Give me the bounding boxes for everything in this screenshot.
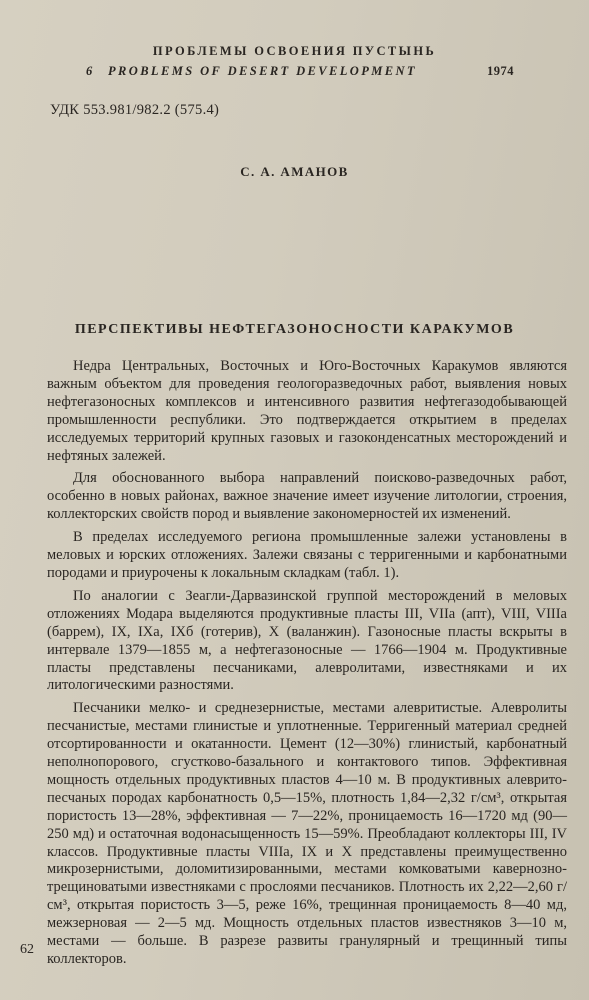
- udk-classification: УДК 553.981/982.2 (575.4): [50, 102, 220, 118]
- running-header: [86, 64, 526, 82]
- article-body: [47, 358, 567, 974]
- page-number: 62: [20, 942, 34, 957]
- article-author: С. А. АМАНОВ: [240, 164, 349, 179]
- journal-title-russian: ПРОБЛЕМЫ ОСВОЕНИЯ ПУСТЫНЬ: [152, 44, 437, 58]
- paragraph: В пределах исследуемого региона промышленные залежи установлены в меловых и юрских отложениях. Залежи связаны с терригенными и карбонатными породами и приурочены к локальным складкам (табл. 1).: [47, 529, 567, 581]
- paragraph: По аналогии с Зеагли-Дарвазинской группой месторождений в меловых отложениях Модара выделяются продуктивные пласты III, VIIa (апт), VIII, VIIIa (баррем), IX, IXa, IXб (готерив), X (валанжин). Газоносные пласты вскрыты в интервале 1379—1855 м, а нефтегазоносные — 1766—1904 м. Продуктивные пласты представлены песчаниками, алевролитами, известняками и их литологическими разностями.: [47, 587, 567, 694]
- publication-year: 1974: [487, 64, 514, 78]
- article-title: ПЕРСПЕКТИВЫ НЕФТЕГАЗОНОСНОСТИ КАРАКУМОВ: [74, 322, 515, 337]
- paragraph: Для обоснованного выбора направлений поисково-разведочных работ, особенно в новых районах, важное значение имеет изучение литологии, строения, коллекторских свойств пород и выявление закономерностей их изменений.: [47, 470, 567, 523]
- paragraph: Песчаники мелко- и среднезернистые, местами алевритистые. Алевролиты песчанистые, местами глинистые и уплотненные. Терригенный материал средней отсортированности и окатанности. Цемент (12—30%) глинистый, карбонатный неполнопорового, сгустково-базального и контактового типов. Эффективная мощность отдельных продуктивных пластов 4—10 м. В продуктивных алеврито-песчаных породах карбонатность 0,5—15%, плотность 1,84—2,32 г/см³, открытая пористость 13—28%, эффективная — 7—22%, проницаемость 16—1720 мд (90—250 мд) и остаточная водонасыщенность 15—59%. Преобладают коллекторы III, IV классов. Продуктивные пласты VIIIa, IX и X представлены преимущественно микрозернистыми, доломитизированными, местами комковатыми кавернозно-трещиноватыми известняками с прослоями песчаников. Плотность их 2,22—2,60 г/см³, открытая пористость 3—5, реже 16%, трещинная проницаемость 8—40 мд, межзерновая — 2—5 мд. Мощность отдельных пластов известняков 3—10 м, местами — больше. В разрезе развиты гранулярный и трещинный типы коллекторов.: [47, 700, 567, 967]
- paragraph: Недра Центральных, Восточных и Юго-Восточных Каракумов являются важным объектом для проведения геологоразведочных работ, выявления новых нефтегазоносных комплексов и интенсивного развития нефтегазодобывающей промышленности республики. Это подтверждается открытием в пределах исследуемых территорий крупных газовых и газоконденсатных месторождений и нефтяных залежей.: [47, 358, 567, 464]
- journal-title-english: PROBLEMS OF DESERT DEVELOPMENT: [108, 64, 417, 78]
- issue-number: 6: [86, 64, 95, 78]
